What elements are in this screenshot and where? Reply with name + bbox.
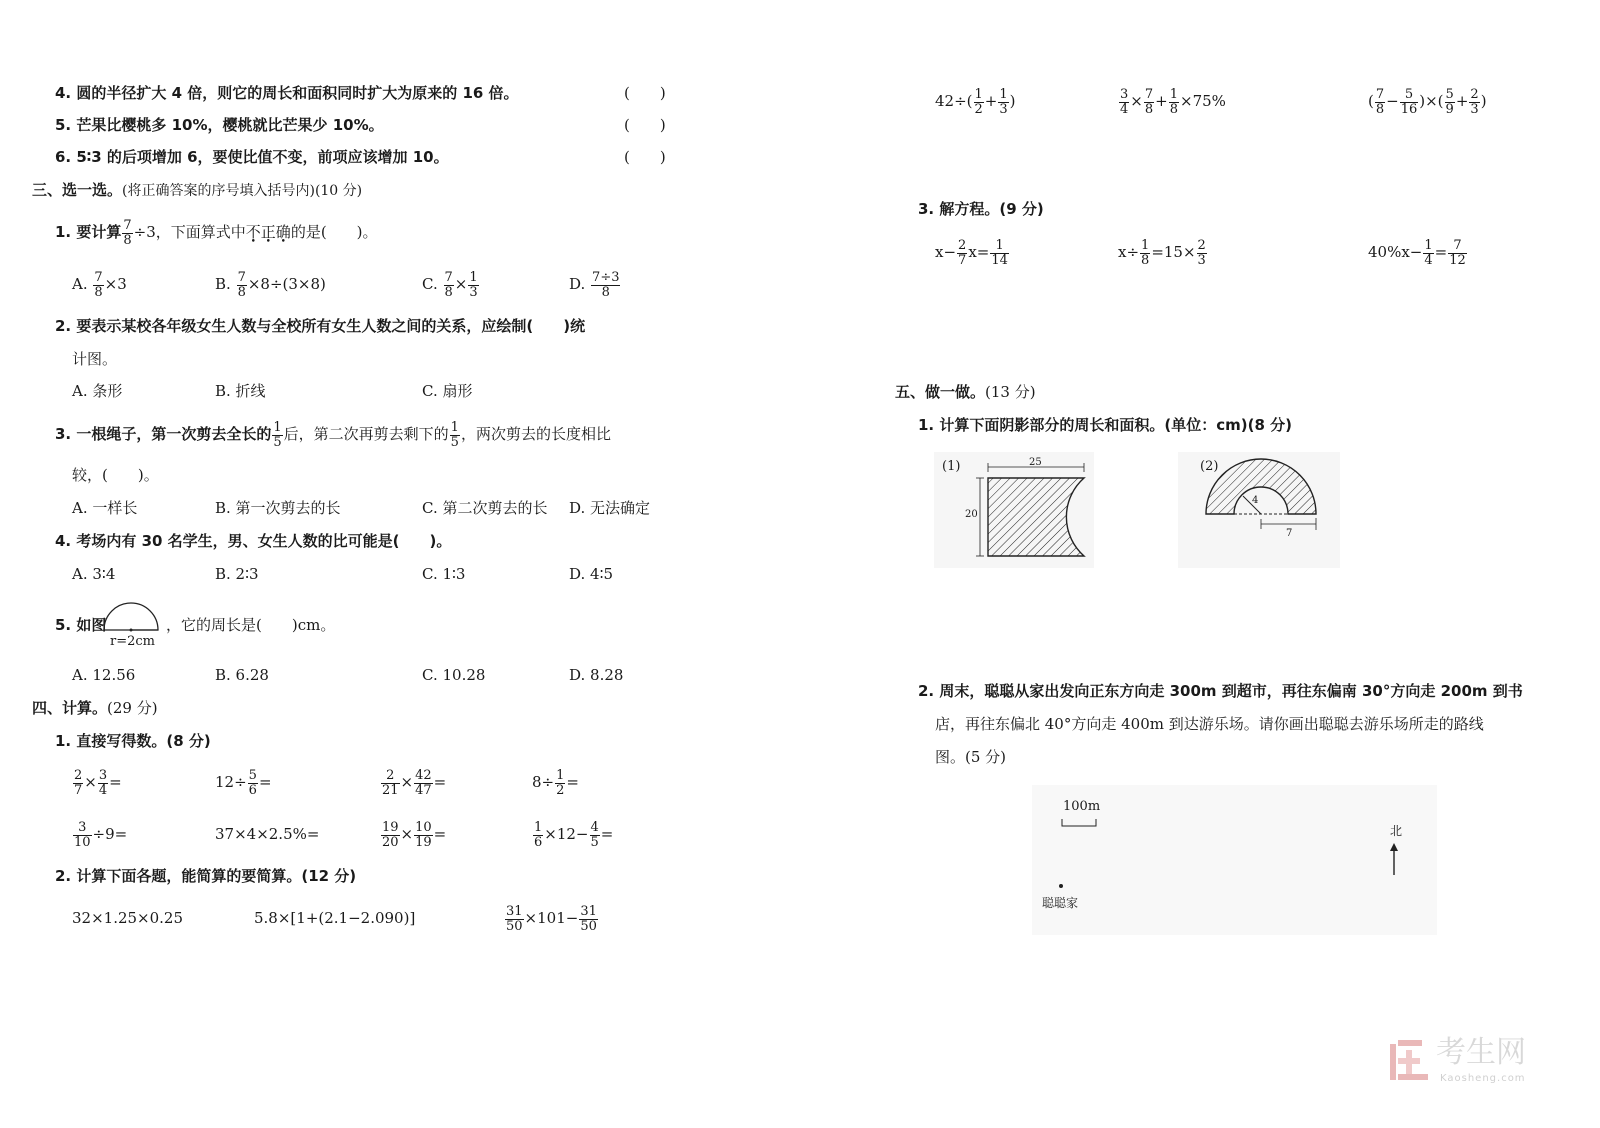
oral-r1c3: $\frac{2}{21}$ × $\frac{42}{47}$ = [382,767,447,798]
semicircle-radius-label: r=2cm [110,634,155,649]
sec3-q3-line1: 3. 一根绳子，第一次剪去全长的 $\frac{1}{5}$ 后，第二次再剪去剩下的 $\frac{1}{5}$ ，两次剪去的长度相比 [55,419,611,450]
sec3-q5-option-c[interactable]: C. 10.28 [422,666,486,684]
sec3-q3-option-c[interactable]: C. 第二次剪去的长 [422,499,548,517]
equation-c: 40%x− $\frac{1}{4}$ = $\frac{7}{12}$ [1368,237,1466,268]
judge-item-4: 4. 圆的半径扩大 4 倍，则它的周长和面积同时扩大为原来的 16 倍。 [55,84,519,102]
north-arrow-icon [1388,841,1400,877]
oral-r2c4: $\frac{1}{6}$ ×12− $\frac{4}{5}$ = [534,819,614,850]
judge-answer-5[interactable]: ( ) [624,116,666,134]
oral-r2c1: $\frac{3}{10}$ ÷9= [74,819,128,850]
figure-2-label: (2) [1200,459,1219,474]
figure-2-radius-dim: 4 [1252,495,1259,506]
section-3-title: 三、选一选。(将正确答案的序号填入括号内)(10 分) [32,181,363,199]
sec3-q1-option-c[interactable]: C. $\frac{7}{8}$ × $\frac{1}{3}$ [422,269,478,300]
sec3-q2-line1: 2. 要表示某校各年级女生人数与全校所有女生人数之间的关系，应绘制( )统 [55,317,586,335]
map-scale-bar [1060,817,1100,829]
sec5-q2-line1: 2. 周末，聪聪从家出发向正东方向走 300m 到超市，再往东偏南 30°方向走 200m 到书 [918,682,1523,700]
north-label: 北 [1390,824,1403,838]
watermark-url: Kaosheng.com [1440,1073,1526,1084]
map-scale-label: 100m [1063,799,1101,814]
figure-2-width-dim: 7 [1286,528,1293,539]
shaded-figure-1 [934,452,1094,568]
sec4-sub1: 1. 直接写得数。(8 分) [55,732,211,750]
figure-1-label: (1) [942,459,961,474]
route-map[interactable] [1032,785,1437,935]
sec3-q2-option-b[interactable]: B. 折线 [215,382,266,400]
sec3-q5-option-b[interactable]: B. 6.28 [215,666,269,684]
sec3-q3-option-a[interactable]: A. 一样长 [72,499,138,517]
equation-a: x− $\frac{2}{7}$ x= $\frac{1}{14}$ [935,237,1008,268]
sec3-q2-option-a[interactable]: A. 条形 [72,382,123,400]
home-point [1059,884,1063,888]
sec4-sub3: 3. 解方程。(9 分) [918,200,1044,218]
sec3-q1-option-a[interactable]: A. $\frac{7}{8}$ ×3 [72,269,127,300]
judge-item-6: 6. 5∶3 的后项增加 6，要使比值不变，前项应该增加 10。 [55,148,449,166]
shaded-figure-2 [1178,452,1340,568]
sec3-q3-option-d[interactable]: D. 无法确定 [569,499,651,517]
sec3-q1-option-d[interactable]: D. $\frac{7\div 3}{8}$ [569,269,620,300]
judge-item-5: 5. 芒果比樱桃多 10%，樱桃就比芒果少 10%。 [55,116,384,134]
sec3-q1: 1. 要计算 $\frac{7}{8}$ ÷3，下面算式中不正确的是( )。 [55,217,378,248]
sec4-sub2: 2. 计算下面各题，能简算的要简算。(12 分) [55,867,357,885]
sec3-q2-line2: 计图。 [72,350,118,368]
sec3-q4-option-a[interactable]: A. 3∶4 [72,565,116,583]
sec3-q3-line2: 较，( )。 [72,466,159,484]
calc-b: 5.8×[1+(2.1−2.090)] [254,909,416,927]
sec3-q4-option-b[interactable]: B. 2∶3 [215,565,259,583]
home-label: 聪聪家 [1042,896,1079,910]
section-5-title: 五、做一做。(13 分) [895,383,1036,401]
sec3-q4-option-c[interactable]: C. 1∶3 [422,565,466,583]
sec5-q1: 1. 计算下面阴影部分的周长和面积。(单位：cm)(8 分) [918,416,1292,434]
sec3-q4-option-d[interactable]: D. 4∶5 [569,565,614,583]
oral-r1c4: 8÷ $\frac{1}{2}$ = [532,767,579,798]
oral-r2c2: 37×4×2.5%= [215,825,320,843]
sec3-q5-post: ，它的周长是( )cm。 [166,616,336,634]
calc-f: ( $\frac{7}{8}$ − $\frac{5}{16}$ )×( $\frac{5}{9}$ + $\frac{2}{3}$ ) [1368,86,1487,117]
calc-e: $\frac{3}{4}$ × $\frac{7}{8}$ + $\frac{1}{8}$ ×75% [1120,86,1226,117]
oral-r1c2: 12÷ $\frac{5}{6}$ = [215,767,272,798]
sec3-q3-option-b[interactable]: B. 第一次剪去的长 [215,499,341,517]
judge-answer-4[interactable]: ( ) [624,84,666,102]
semicircle-figure [100,600,162,636]
sec3-q5-option-d[interactable]: D. 8.28 [569,666,624,684]
sec5-q2-line3: 图。(5 分) [935,748,1007,766]
sec5-q2-line2: 店，再往东偏北 40°方向走 400m 到达游乐场。请你画出聪聪去游乐场所走的路线 [935,715,1484,733]
kaosheng-logo-icon [1388,1038,1432,1086]
sec3-q1-option-b[interactable]: B. $\frac{7}{8}$ ×8÷(3×8) [215,269,326,300]
section-4-title: 四、计算。(29 分) [32,699,158,717]
equation-b: x÷ $\frac{1}{8}$ =15× $\frac{2}{3}$ [1118,237,1206,268]
calc-d: 42÷( $\frac{1}{2}$ + $\frac{1}{3}$ ) [935,86,1016,117]
sec3-q5-pre: 5. 如图 [55,616,107,634]
judge-answer-6[interactable]: ( ) [624,148,666,166]
figure-1-side-dim: 20 [965,509,978,520]
sec3-q4: 4. 考场内有 30 名学生，男、女生人数的比可能是( )。 [55,532,452,550]
sec3-q2-option-c[interactable]: C. 扇形 [422,382,473,400]
figure-1-top-dim: 25 [1029,457,1042,468]
watermark-text: 考生网 [1436,1035,1526,1070]
calc-c: $\frac{31}{50}$ ×101− $\frac{31}{50}$ [506,903,597,934]
sec3-q5-option-a[interactable]: A. 12.56 [72,666,136,684]
calc-a: 32×1.25×0.25 [72,909,184,927]
oral-r2c3: $\frac{19}{20}$ × $\frac{10}{19}$ = [382,819,447,850]
oral-r1c1: $\frac{2}{7}$ × $\frac{3}{4}$ = [74,767,122,798]
